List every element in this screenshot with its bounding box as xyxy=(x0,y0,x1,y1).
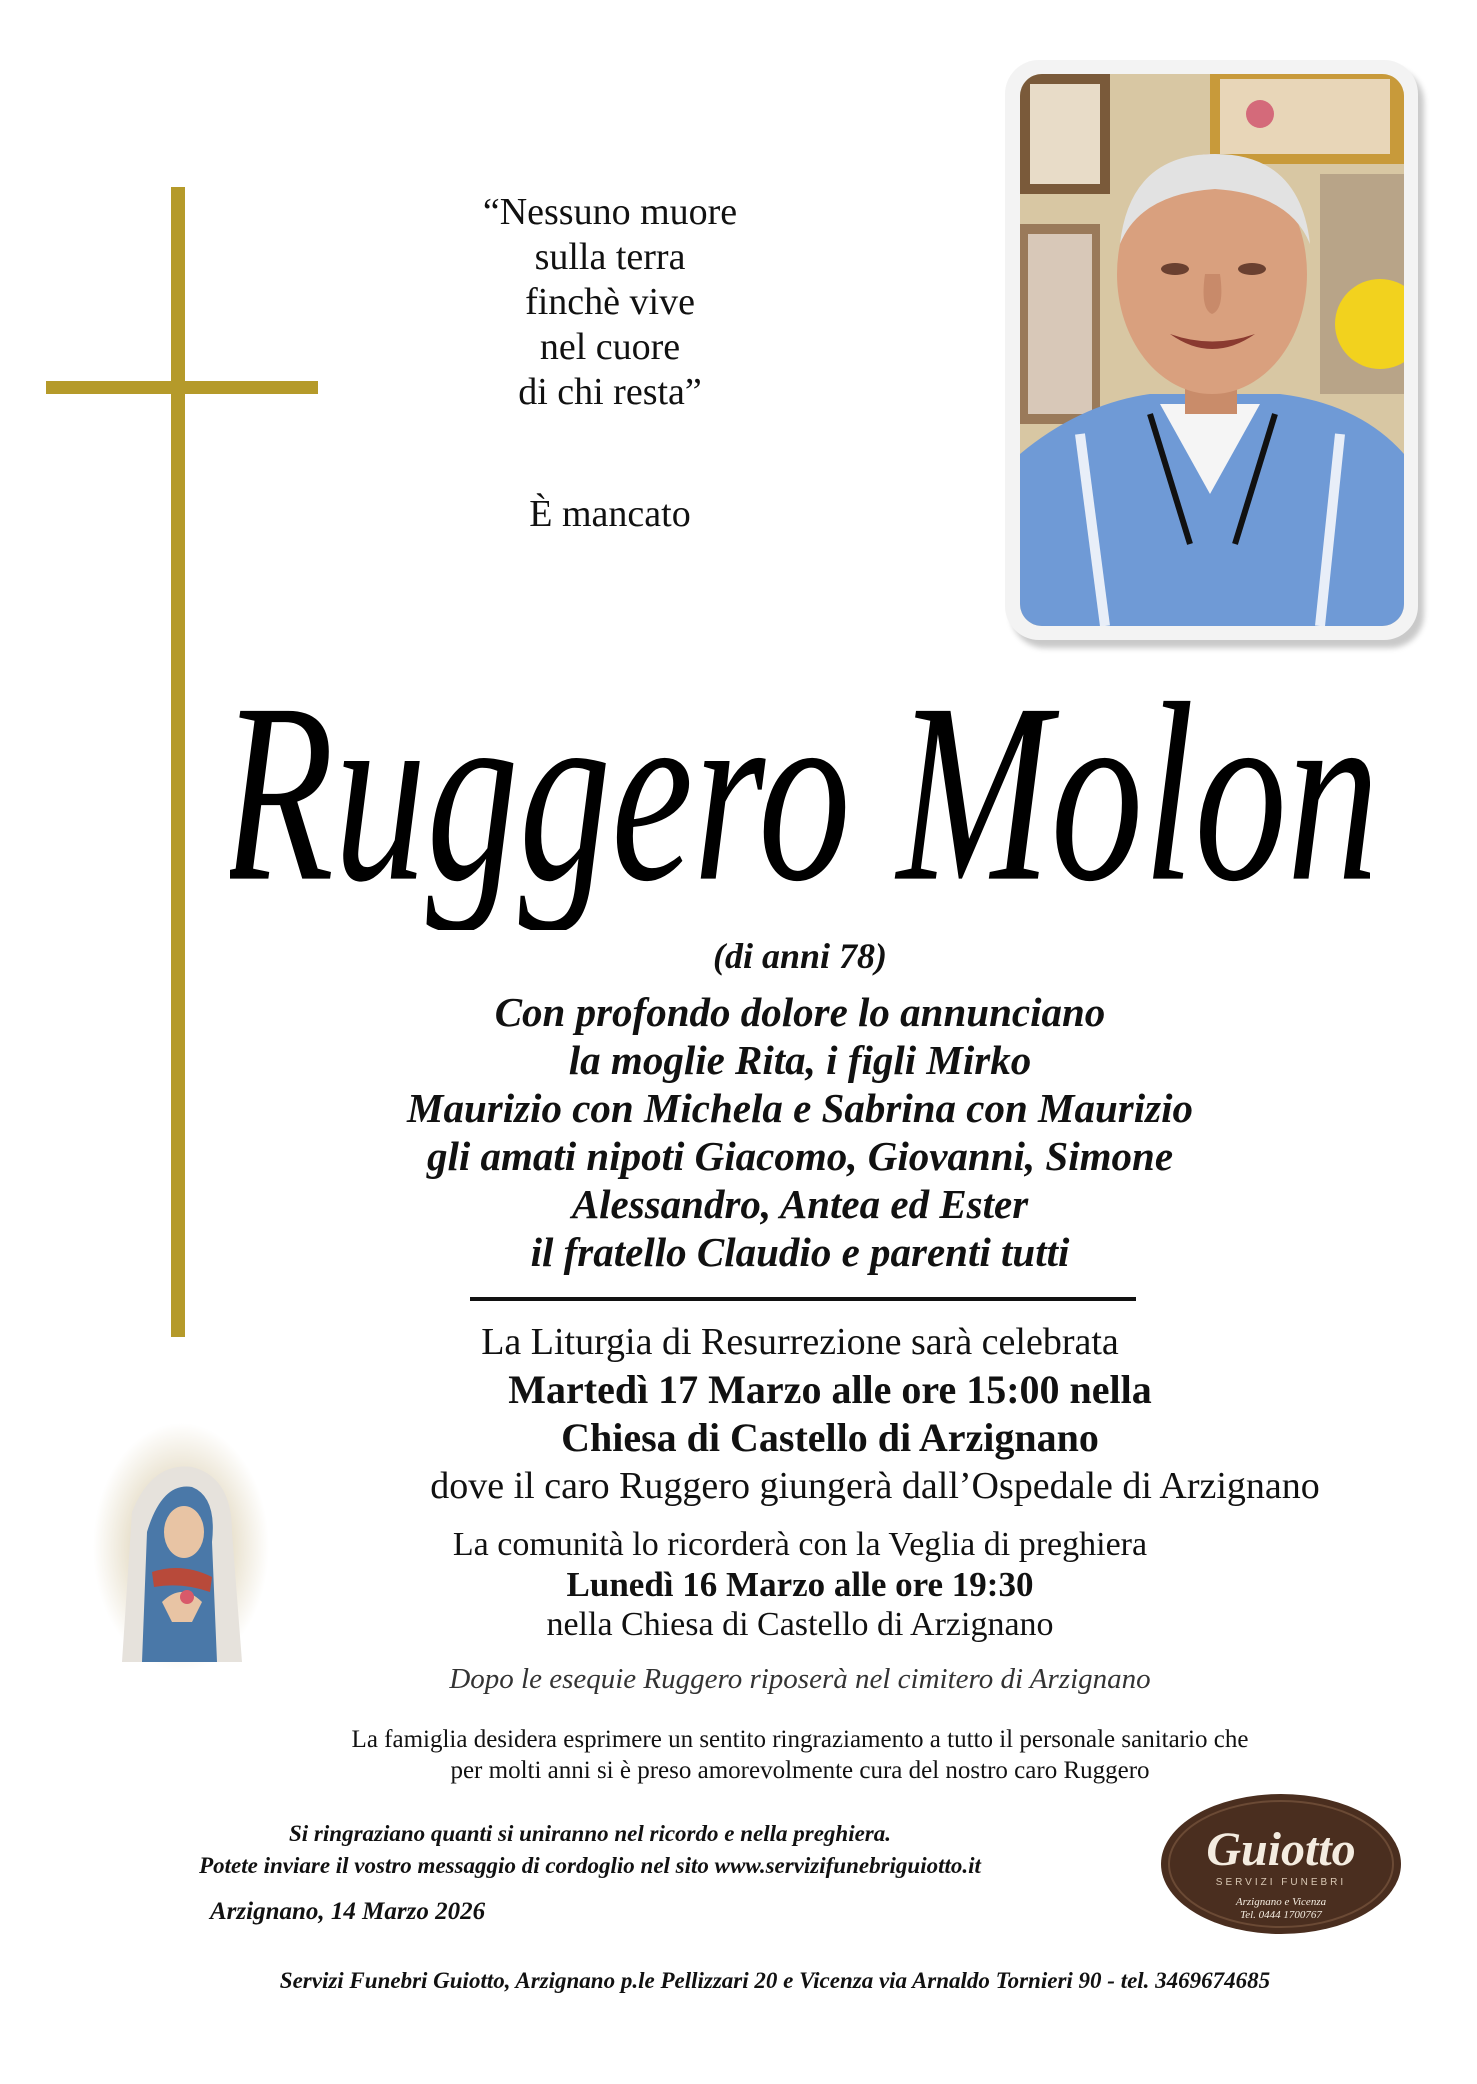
logo-location: Arzignano e Vicenza xyxy=(1235,1896,1327,1908)
burial-note: Dopo le esequie Ruggero riposerà nel cimitero di Arzignano xyxy=(449,1663,1151,1695)
family-line: Alessandro, Antea ed Ester xyxy=(571,1181,1029,1227)
condolence-line: Potete inviare il vostro messaggio di cordoglio nel sito www.servizifunebriguiotto.it xyxy=(199,1853,981,1878)
vigil-line: nella Chiesa di Castello di Arzignano xyxy=(546,1606,1054,1643)
deceased-name-container xyxy=(230,620,1370,930)
deceased-name xyxy=(230,620,1370,930)
liturgy-line: dove il caro Ruggero giungerà dall’Ospedale di Arzignano xyxy=(430,1465,1320,1507)
liturgy-place: Chiesa di Castello di Arzignano xyxy=(561,1415,1099,1460)
family-line: Maurizio con Michela e Sabrina con Maurizio xyxy=(407,1085,1193,1131)
quote-line: nel cuore xyxy=(539,326,681,368)
portrait-photo xyxy=(1020,74,1404,626)
deceased-name-text: Ruggero Molon xyxy=(230,651,1370,930)
divider xyxy=(470,1297,1136,1301)
quote-line: di chi resta” xyxy=(518,371,702,413)
company-footer: Servizi Funebri Guiotto, Arzignano p.le Pellizzari 20 e Vicenza via Arnaldo Tornieri 90 - tel. 3469674685 xyxy=(279,1968,1271,1993)
intro-text: È mancato xyxy=(529,493,691,535)
quote-line: sulla terra xyxy=(534,236,686,278)
deceased-age: (di anni 78) xyxy=(712,936,888,976)
logo-phone: Tel. 0444 1700767 xyxy=(1240,1909,1322,1921)
quote xyxy=(440,190,780,415)
liturgy-line: La Liturgia di Resurrezione sarà celebrata xyxy=(481,1321,1119,1363)
family-line: la moglie Rita, i figli Mirko xyxy=(568,1037,1032,1083)
thanks-line: La famiglia desidera esprimere un sentito ringraziamento a tutto il personale sanitario che xyxy=(351,1726,1249,1753)
logo-name: Guiotto xyxy=(1206,1823,1356,1876)
liturgy-date: Martedì 17 Marzo alle ore 15:00 nella xyxy=(508,1367,1152,1412)
guiotto-logo xyxy=(1160,1793,1402,1935)
thanks-note xyxy=(200,1724,1400,1786)
liturgy-info xyxy=(200,1318,1400,1510)
announcement-date: Arzignano, 14 Marzo 2026 xyxy=(210,1898,486,1925)
family-line: gli amati nipoti Giacomo, Giovanni, Simone xyxy=(426,1133,1174,1179)
vigil-line: La comunità lo ricorderà con la Veglia di preghiera xyxy=(452,1526,1148,1563)
family-announcement xyxy=(200,988,1400,1276)
logo-subtitle: SERVIZI FUNEBRI xyxy=(1215,1877,1347,1888)
condolence-line: Si ringraziano quanti si uniranno nel ricordo e nella preghiera. xyxy=(289,1821,891,1846)
quote-line: “Nessuno muore xyxy=(482,191,738,233)
vigil-date: Lunedì 16 Marzo alle ore 19:30 xyxy=(566,1565,1034,1604)
condolence-note xyxy=(160,1818,1020,1882)
cross-vertical-bar xyxy=(171,187,185,1337)
guiotto-logo-graphic xyxy=(1160,1793,1402,1935)
family-line: Con profondo dolore lo annunciano xyxy=(494,989,1106,1035)
family-line: il fratello Claudio e parenti tutti xyxy=(530,1229,1070,1275)
cross-horizontal-bar xyxy=(46,381,318,394)
portrait-illustration xyxy=(1020,74,1404,626)
vigil-info xyxy=(200,1525,1400,1645)
thanks-line: per molti anni si è preso amorevolmente cura del nostro caro Ruggero xyxy=(450,1757,1150,1784)
quote-line: finchè vive xyxy=(525,281,695,323)
